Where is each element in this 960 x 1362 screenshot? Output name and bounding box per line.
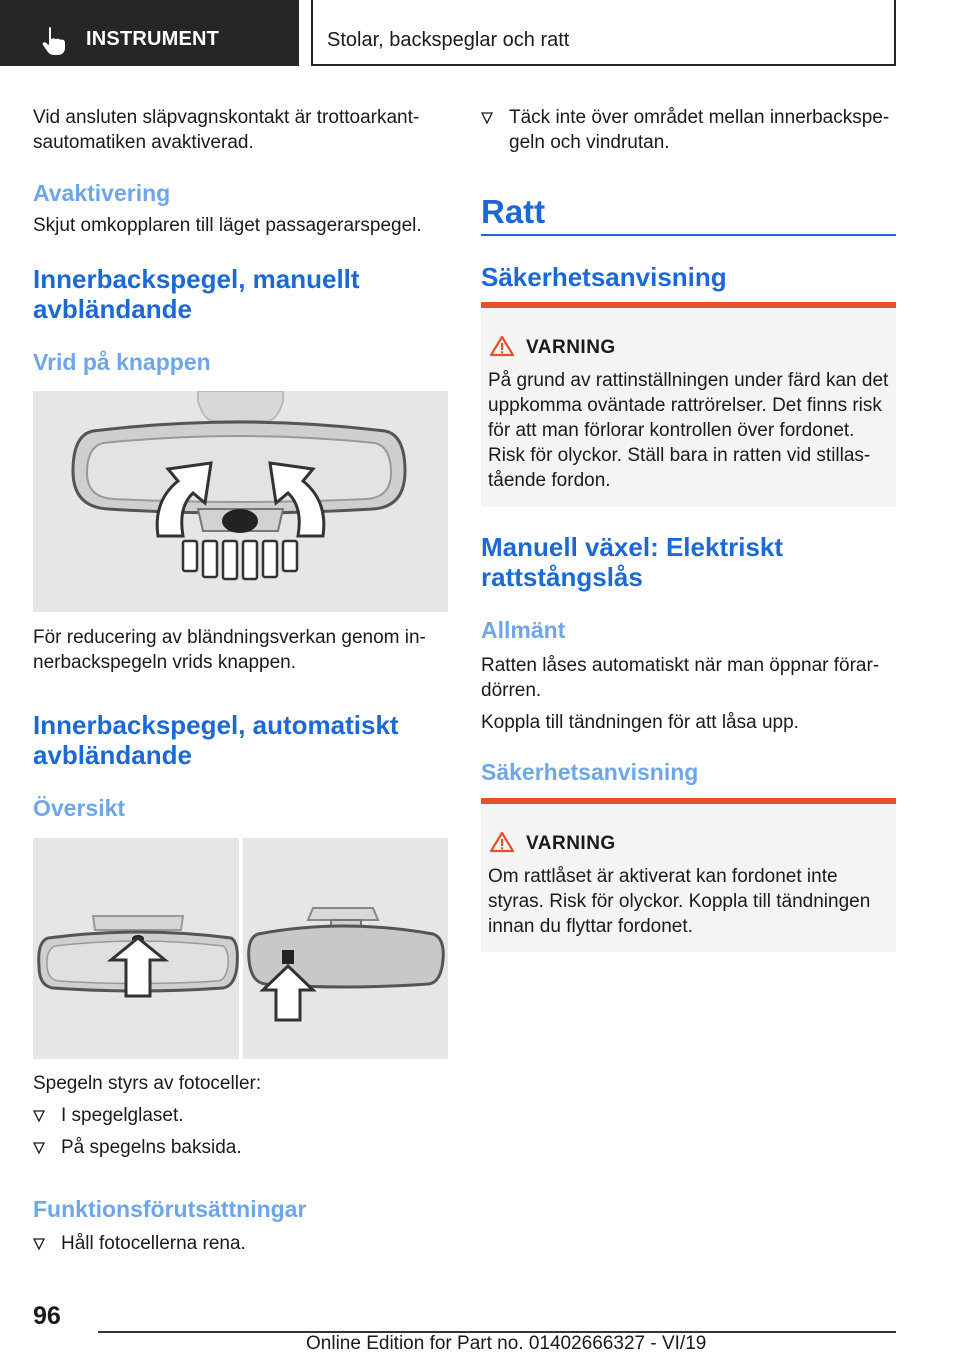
warning-title: VARNING <box>526 833 616 854</box>
heading-oversikt: Översikt <box>33 795 126 821</box>
header-section-tab <box>0 0 299 66</box>
text-line: Vid ansluten släpvagnskontakt är trottoarkant‐ <box>33 107 420 128</box>
hand-pointer-icon <box>40 26 68 56</box>
heading-manuell-vaxel <box>481 532 783 592</box>
text-line: innan du flyttar fordonet. <box>488 916 693 937</box>
heading-funktionsforutsattningar: Funktionsförutsättningar <box>33 1196 307 1222</box>
heading-rule <box>481 234 896 236</box>
triangle-bullet-icon <box>481 112 493 124</box>
mirror-photocell-illustration <box>33 838 448 1059</box>
heading-sakerhetsanvisning-2: Säkerhetsanvisning <box>481 759 699 785</box>
warning-text <box>488 864 870 939</box>
heading-line: Innerbackspegel, automatiskt <box>33 710 399 740</box>
text-line: För reducering av bländningsverkan genom in‐ <box>33 627 426 648</box>
heading-line: Innerbackspegel, manuellt <box>33 264 360 294</box>
header-section-title: INSTRUMENT <box>86 28 220 50</box>
list-item <box>33 1135 242 1160</box>
heading-manuellt <box>33 264 360 324</box>
heading-avaktivering: Avaktivering <box>33 180 171 206</box>
triangle-bullet-icon <box>33 1110 45 1122</box>
warning-box-1 <box>481 302 896 507</box>
text-line: Ratten låses automatiskt när man öppnar förar‐ <box>481 655 880 676</box>
list-item-text: I spegelglaset. <box>61 1105 184 1126</box>
text-line: för att man förlorar kontrollen över fordonet. <box>488 420 855 441</box>
paragraph-tow <box>33 105 419 155</box>
list-item-text: Täck inte över området mellan innerbackspe‐ <box>509 107 890 128</box>
heading-ratt: Ratt <box>481 193 546 230</box>
text-line: nerbackspegeln vrids knappen. <box>33 652 297 673</box>
footer-edition: Online Edition for Part no. 01402666327 - VI/19 <box>306 1333 707 1354</box>
warning-box-2 <box>481 798 896 952</box>
text-line: På grund av rattinställningen under färd kan det <box>488 370 889 391</box>
paragraph-spegeln: Spegeln styrs av fotoceller: <box>33 1073 262 1094</box>
list-item <box>481 105 889 155</box>
warning-text <box>488 368 888 493</box>
heading-line: Manuell växel: Elektriskt <box>481 532 784 562</box>
heading-line: rattstångslås <box>481 562 643 592</box>
figure-mirror-knob <box>33 391 448 612</box>
text-line: tående fordon. <box>488 470 611 491</box>
text-line: uppkomma oväntade rattrörelser. Det finns risk <box>488 395 882 416</box>
heading-sakerhetsanvisning-1: Säkerhetsanvisning <box>481 262 727 292</box>
mirror-knob-illustration <box>33 391 448 612</box>
heading-line: avbländande <box>33 740 192 770</box>
paragraph-koppla: Koppla till tändningen för att låsa upp. <box>481 712 799 733</box>
warning-title: VARNING <box>526 337 616 358</box>
figure-mirror-photocells <box>33 838 448 1059</box>
text-line: Risk för olyckor. Ställ bara in ratten vid stillas‐ <box>488 445 871 466</box>
heading-allmant: Allmänt <box>481 617 566 643</box>
list-item <box>33 1231 246 1256</box>
triangle-bullet-icon <box>33 1142 45 1154</box>
heading-vrid: Vrid på knappen <box>33 349 211 375</box>
text-line: sautomatiken avaktiverad. <box>33 132 254 153</box>
header-chapter-title: Stolar, backspeglar och ratt <box>327 29 570 51</box>
warning-triangle-icon <box>489 831 515 853</box>
paragraph-reducering <box>33 625 426 675</box>
header-chapter-box <box>311 0 896 66</box>
triangle-bullet-icon <box>33 1238 45 1250</box>
text-line: dörren. <box>481 680 542 701</box>
list-item <box>33 1103 184 1128</box>
text-line: styras. Risk för olyckor. Koppla till tändningen <box>488 891 871 912</box>
list-item-text: På spegelns baksida. <box>61 1137 242 1158</box>
paragraph-allmant <box>481 653 879 703</box>
paragraph-avaktivering: Skjut omkopplaren till läget passagerarspegel. <box>33 215 422 236</box>
heading-automatiskt <box>33 710 399 770</box>
page-number: 96 <box>33 1302 61 1330</box>
list-item-text: Håll fotocellerna rena. <box>61 1233 246 1254</box>
heading-line: avbländande <box>33 294 192 324</box>
list-item-text: geln och vindrutan. <box>509 132 670 153</box>
warning-triangle-icon <box>489 335 515 357</box>
text-line: Om rattlåset är aktiverat kan fordonet inte <box>488 866 838 887</box>
